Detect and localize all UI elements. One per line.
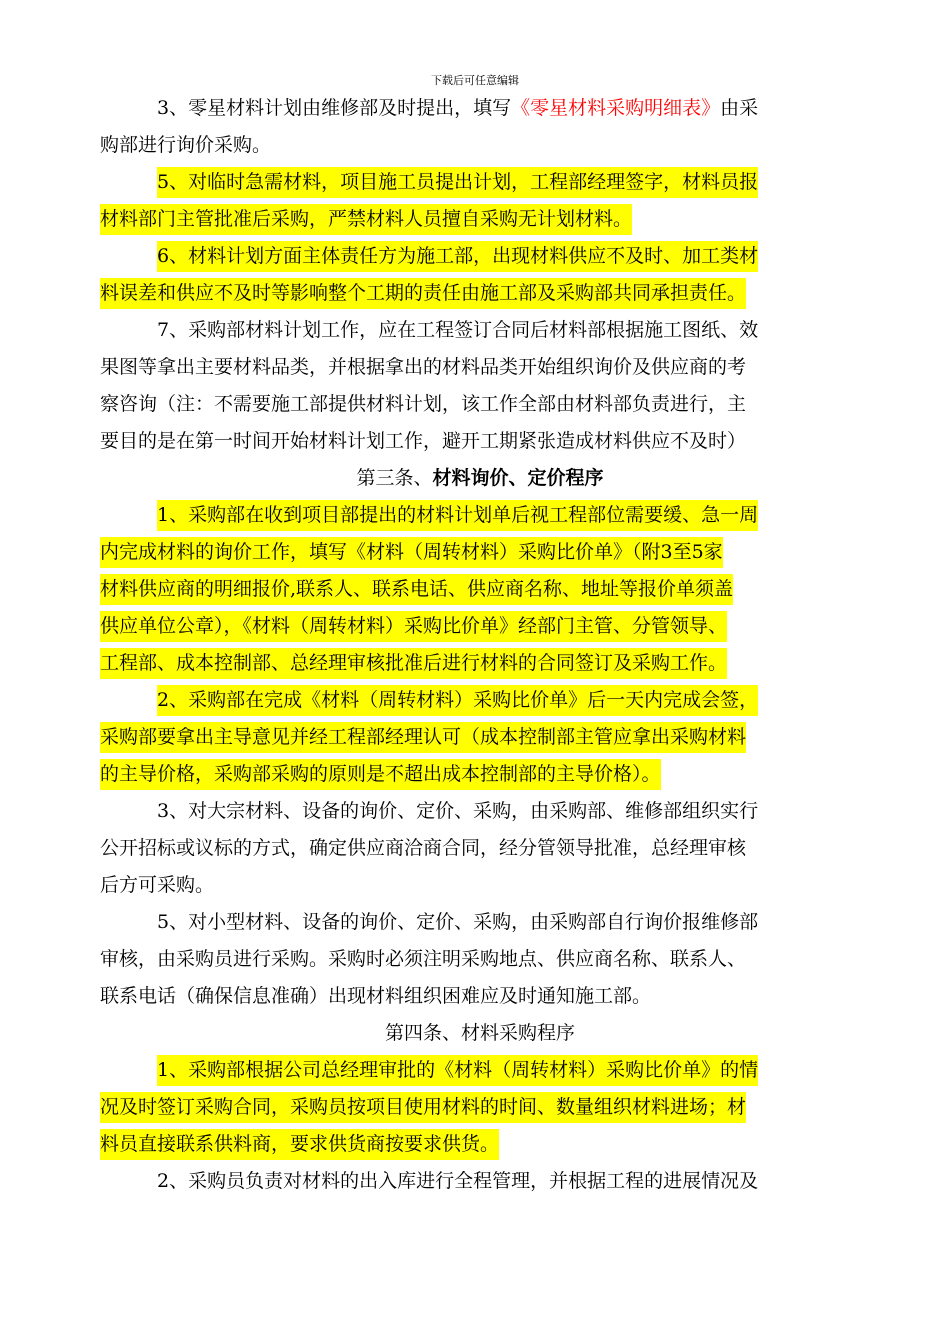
highlighted-text: 2、采购部在完成《材料（周转材料）采购比价单》后一天内完成会签， [157, 685, 758, 716]
paragraph-line [100, 534, 860, 571]
highlighted-text: 料员直接联系供料商，要求供货商按要求供货。 [100, 1129, 499, 1160]
paragraph-line [100, 201, 860, 238]
paragraph-line [100, 275, 860, 312]
paragraph-line [100, 1126, 860, 1163]
highlighted-text: 况及时签订采购合同，采购员按项目使用材料的时间、数量组织材料进场；材 [100, 1092, 746, 1123]
highlighted-text: 材料供应商的明细报价,联系人、联系电话、供应商名称、地址等报价单须盖 [100, 574, 733, 605]
highlighted-text: 工程部、成本控制部、总经理审核批准后进行材料的合同签订及采购工作。 [100, 648, 727, 679]
paragraph-line: 7、采购部材料计划工作，应在工程签订合同后材料部根据施工图纸、效 [157, 319, 759, 341]
section-heading-4: 第四条、材料采购程序 [384, 1022, 575, 1044]
text-run: 3、零星材料计划由维修部及时提出，填写 [157, 97, 512, 119]
page-header: 下载后可任意编辑 [431, 74, 519, 87]
paragraph-line [100, 682, 860, 719]
section-heading-3 [100, 460, 860, 497]
paragraph-line [100, 238, 860, 275]
paragraph-line [100, 756, 860, 793]
document-body [100, 90, 860, 1200]
section-title-bold: 材料询价、定价程序 [432, 467, 604, 489]
highlighted-text: 供应单位公章），《材料（周转材料）采购比价单》经部门主管、分管领导、 [100, 611, 727, 642]
paragraph-line [100, 164, 860, 201]
paragraph-line [100, 1089, 860, 1126]
paragraph-line: 购部进行询价采购。 [100, 134, 272, 156]
paragraph-line [100, 608, 860, 645]
paragraph-line: 3、对大宗材料、设备的询价、定价、采购，由采购部、维修部组织实行 [157, 800, 759, 822]
paragraph-line: 5、对小型材料、设备的询价、定价、采购，由采购部自行询价报维修部 [157, 911, 759, 933]
paragraph-line [100, 645, 860, 682]
highlighted-text: 采购部要拿出主导意见并经工程部经理认可（成本控制部主管应拿出采购材料 [100, 722, 746, 753]
paragraph-line: 果图等拿出主要材料品类，并根据拿出的材料品类开始组织询价及供应商的考 [100, 356, 747, 378]
paragraph-line: 公开招标或议标的方式，确定供应商洽商合同，经分管领导批准，总经理审核 [100, 837, 747, 859]
highlighted-text: 料误差和供应不及时等影响整个工期的责任由施工部及采购部共同承担责任。 [100, 278, 746, 309]
highlighted-text: 内完成材料的询价工作，填写《材料（周转材料）采购比价单》（附3至5家 [100, 537, 723, 568]
paragraph-line: 联系电话（确保信息准确）出现材料组织困难应及时通知施工部。 [100, 985, 652, 1007]
paragraph-line: 2、采购员负责对材料的出入库进行全程管理，并根据工程的进展情况及 [157, 1170, 759, 1192]
section-number-text: 第三条、 [356, 467, 433, 489]
highlighted-text: 6、材料计划方面主体责任方为施工部，出现材料供应不及时、加工类材 [157, 241, 758, 272]
paragraph-line [100, 497, 860, 534]
paragraph-line: 察咨询（注：不需要施工部提供材料计划，该工作全部由材料部负责进行，主 [100, 393, 747, 415]
text-run: 由采 [720, 97, 759, 119]
paragraph-line [100, 719, 860, 756]
paragraph-line [100, 1052, 860, 1089]
paragraph-line [100, 571, 860, 608]
paragraph-line: 要目的是在第一时间开始材料计划工作，避开工期紧张造成材料供应不及时） [100, 430, 747, 452]
highlighted-text: 1、采购部根据公司总经理审批的《材料（周转材料）采购比价单》的情 [157, 1055, 758, 1086]
paragraph-line: 后方可采购。 [100, 874, 215, 896]
paragraph-line: 审核，由采购员进行采购。采购时必须注明采购地点、供应商名称、联系人、 [100, 948, 747, 970]
highlighted-text: 材料部门主管批准后采购，严禁材料人员擅自采购无计划材料。 [100, 204, 632, 235]
highlighted-text: 5、对临时急需材料，项目施工员提出计划，工程部经理签字，材料员报 [157, 167, 758, 198]
highlighted-text: 1、采购部在收到项目部提出的材料计划单后视工程部位需要缓、急一周 [157, 500, 758, 531]
highlighted-text: 的主导价格，采购部采购的原则是不超出成本控制部的主导价格）。 [100, 759, 661, 790]
paragraph-line [100, 90, 860, 127]
form-title-red: 《零星材料采购明细表》 [511, 97, 721, 119]
